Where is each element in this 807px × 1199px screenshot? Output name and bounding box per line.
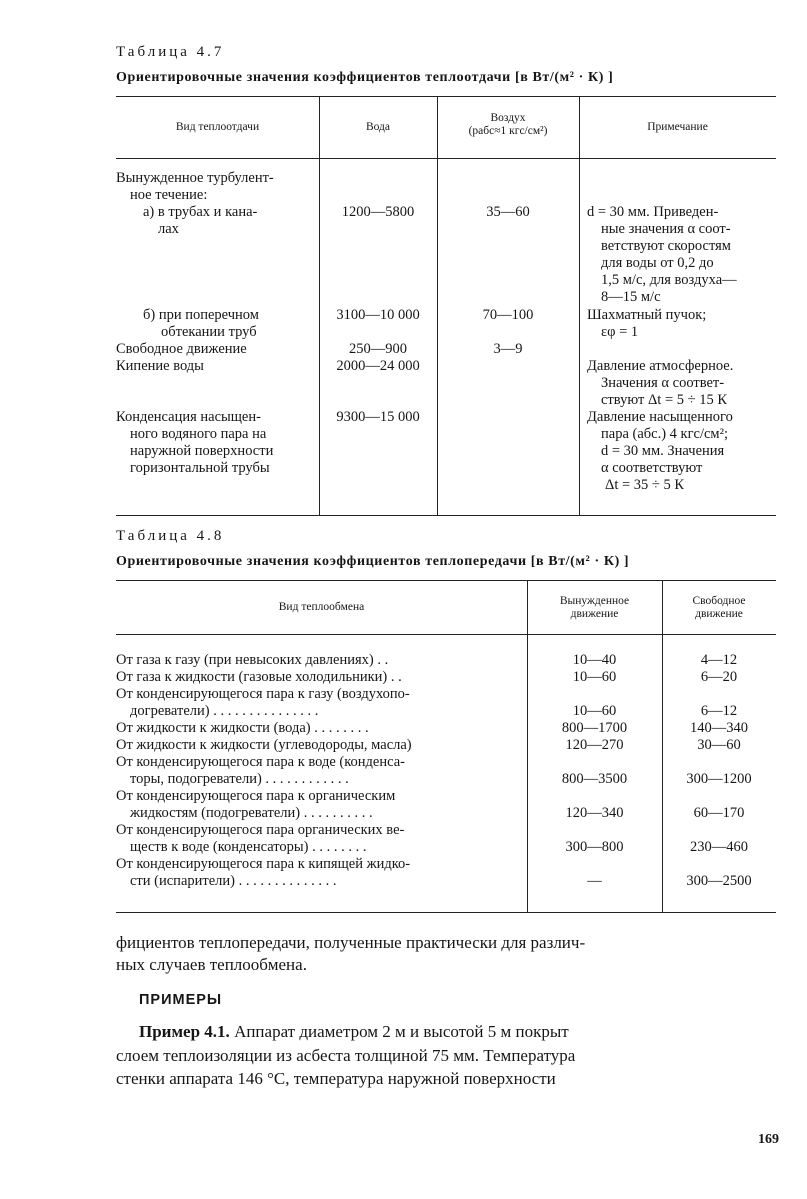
header-air: Воздух — [490, 112, 526, 124]
row-label: б) при поперечном — [143, 307, 259, 323]
exchange-row-label: От конденсирующегося пара к воде (конденса- — [116, 754, 405, 770]
header-air-pressure: (pабс≈1 кгс/см²) — [468, 125, 548, 137]
water-value: 250—900 — [349, 341, 407, 357]
table-4-7-label: Таблица 4.7 — [116, 44, 225, 60]
note-text: Значения α соответ- — [601, 375, 725, 391]
row-label: Кипение воды — [116, 358, 204, 374]
row-label: наружной поверхности — [130, 443, 274, 459]
row-label: лах — [158, 221, 179, 237]
row-label: ное течение: — [130, 187, 208, 203]
example-label: Пример 4.1. — [139, 1022, 230, 1041]
row-label: ного водяного пара на — [130, 426, 267, 442]
free-value: 140—340 — [690, 720, 748, 736]
table-bottom-rule — [116, 515, 776, 516]
exchange-row-label: От конденсирующегося пара к кипящей жидко- — [116, 856, 411, 872]
row-label: Вынужденное турбулент- — [116, 170, 274, 186]
free-value: 4—12 — [700, 652, 738, 668]
example-line — [139, 1021, 780, 1042]
exchange-row-label: ществ к воде (конденсаторы) . . . . . . . . — [130, 839, 367, 855]
note-text: εφ = 1 — [601, 324, 639, 340]
table-header-rule — [116, 158, 776, 159]
air-value: 70—100 — [482, 307, 534, 323]
table-top-rule — [116, 96, 776, 97]
header-note: Примечание — [647, 121, 708, 133]
forced-value: 120—270 — [565, 737, 624, 753]
forced-value: 10—40 — [572, 652, 617, 668]
paragraph-text: ных случаев теплообмена. — [116, 955, 307, 974]
header-heat-transfer-type: Вид теплоотдачи — [175, 121, 260, 133]
header-forced-motion-2: движение — [570, 608, 619, 620]
forced-value: 10—60 — [572, 703, 617, 719]
table-4-7-title: Ориентировочные значения коэффициентов теплоотдачи [в Вт/(м² · К) ] — [116, 70, 614, 85]
note-text: Давление атмосферное. — [587, 358, 734, 374]
water-value: 3100—10 000 — [336, 307, 420, 323]
row-label: а) в трубах и кана- — [143, 204, 258, 220]
note-text: 1,5 м/с, для воздуха— — [601, 272, 737, 288]
forced-value: 120—340 — [565, 805, 624, 821]
note-text: пара (абс.) 4 кгс/см²; — [601, 426, 728, 442]
note-text: ветствуют скоростям — [601, 238, 731, 254]
paragraph-text: фициентов теплопередачи, полученные практически для различ- — [116, 933, 586, 952]
exchange-row-label: От жидкости к жидкости (углеводороды, масла) — [116, 737, 412, 753]
note-text: Шахматный пучок; — [587, 307, 707, 323]
column-divider — [579, 96, 580, 515]
note-text: d = 30 мм. Значения — [601, 443, 725, 459]
note-text: α соответствуют — [601, 460, 703, 476]
free-value: 6—12 — [700, 703, 738, 719]
free-value: 300—2500 — [686, 873, 752, 889]
free-value: 60—170 — [693, 805, 745, 821]
note-text: d = 30 мм. Приведен- — [587, 204, 719, 220]
exchange-row-label: От газа к газу (при невысоких давлениях) . . — [116, 652, 389, 668]
table-bottom-rule — [116, 912, 776, 913]
example-line: стенки аппарата 146 °С, температура наружной поверхности — [116, 1069, 556, 1088]
table-4-8-title: Ориентировочные значения коэффициентов теплопередачи [в Вт/(м² · К) ] — [116, 554, 630, 569]
air-value: 35—60 — [486, 204, 530, 220]
forced-value: 800—1700 — [561, 720, 628, 736]
exchange-row-label: жидкостям (подогреватели) . . . . . . . . . . — [130, 805, 373, 821]
note-text: Δt = 35 ÷ 5 К — [605, 477, 685, 493]
exchange-row-label: торы, подогреватели) . . . . . . . . . . . . — [130, 771, 349, 787]
forced-value: 10—60 — [572, 669, 617, 685]
note-text: ствуют Δt = 5 ÷ 15 К — [601, 392, 728, 408]
forced-value: 800—3500 — [561, 771, 628, 787]
free-value: 30—60 — [697, 737, 741, 753]
header-forced-motion: Вынужденное — [559, 595, 630, 607]
exchange-row-label: От конденсирующегося пара к органическим — [116, 788, 396, 804]
example-text: Аппарат диаметром 2 м и высотой 5 м покрыт — [229, 1022, 569, 1041]
table-top-rule — [116, 580, 776, 581]
water-value: 9300—15 000 — [336, 409, 420, 425]
row-label: Свободное движение — [116, 341, 247, 357]
water-value: 2000—24 000 — [336, 358, 420, 374]
header-water: Вода — [365, 121, 391, 133]
exchange-row-label: От конденсирующегося пара к газу (воздухопо- — [116, 686, 410, 702]
forced-value: — — [587, 873, 602, 889]
free-value: 6—20 — [700, 669, 738, 685]
table-4-8-label: Таблица 4.8 — [116, 528, 225, 544]
note-text: ные значения α соот- — [601, 221, 731, 237]
free-value: 230—460 — [690, 839, 748, 855]
column-divider — [319, 96, 320, 515]
forced-value: 300—800 — [565, 839, 624, 855]
free-value: 300—1200 — [686, 771, 752, 787]
header-free-motion-2: движение — [695, 608, 743, 620]
row-label: Конденсация насыщен- — [116, 409, 261, 425]
exchange-row-label: догреватели) . . . . . . . . . . . . . . . — [130, 703, 319, 719]
header-exchange-type: Вид теплообмена — [278, 601, 365, 613]
table-header-rule — [116, 634, 776, 635]
section-heading: ПРИМЕРЫ — [139, 992, 223, 1008]
note-text: 8—15 м/с — [601, 289, 661, 305]
note-text: для воды от 0,2 до — [601, 255, 714, 271]
exchange-row-label: От жидкости к жидкости (вода) . . . . . . . . — [116, 720, 369, 736]
column-divider — [437, 96, 438, 515]
page-number: 169 — [758, 1132, 779, 1147]
note-text: Давление насыщенного — [587, 409, 733, 425]
exchange-row-label: От газа к жидкости (газовые холодильники) . . — [116, 669, 402, 685]
row-label: обтекании труб — [161, 324, 257, 340]
exchange-row-label: От конденсирующегося пара органических ве- — [116, 822, 405, 838]
row-label: горизонтальной трубы — [130, 460, 270, 476]
air-value: 3—9 — [493, 341, 523, 357]
exchange-row-label: сти (испарители) . . . . . . . . . . . . . . — [130, 873, 337, 889]
example-line: слоем теплоизоляции из асбеста толщиной 75 мм. Температура — [116, 1046, 576, 1065]
water-value: 1200—5800 — [341, 204, 415, 220]
header-free-motion: Свободное — [692, 595, 746, 607]
